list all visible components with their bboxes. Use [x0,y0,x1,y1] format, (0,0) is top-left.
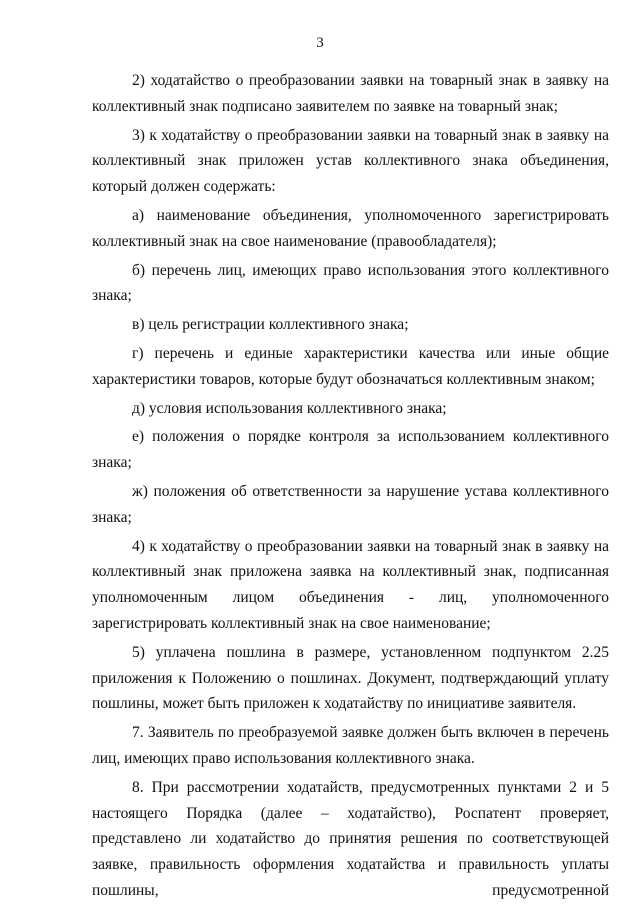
paragraph-clause-7: 7. Заявитель по преобразуемой заявке должен быть включен в перечень лиц, имеющих право использования коллективного знака. [92,724,609,767]
paragraph-subitem-g: г) перечень и единые характеристики качества или иные общие характеристики товаров, которые будут обозначаться коллективным знаком; [92,344,609,388]
document-body [92,68,609,907]
paragraph-subitem-e: е) положения о порядке контроля за использованием коллективного знака; [92,428,609,472]
paragraph-item-4: 4) к ходатайству о преобразовании заявки на товарный знак в заявку на коллективный знак приложена заявка на коллективный знак, подписанная уполномоченным лицом объединения - лиц, уполномоченного зарегистрировать коллективный знак на свое наименование; [92,537,609,632]
paragraph-item-5: 5) уплачена пошлина в размере, установленном подпунктом 2.25 приложения к Положению о пошлинах. Документ, подтверждающий уплату пошлины, может быть приложен к ходатайству по инициативе заявителя. [92,643,609,713]
paragraph-subitem-b: б) перечень лиц, имеющих право использования этого коллективного знака; [92,261,609,305]
paragraph-subitem-zh: ж) положения об ответственности за нарушение устава коллективного знака; [92,482,609,526]
page-number: 3 [316,35,324,51]
paragraph-subitem-v: в) цель регистрации коллективного знака; [132,316,409,334]
paragraph-subitem-d: д) условия использования коллективного знака; [132,399,447,417]
paragraph-clause-8: 8. При рассмотрении ходатайств, предусмотренных пунктами 2 и 5 настоящего Порядка (далее – ходатайство), Роспатент проверяет, представлено ли ходатайство до принятия решения по соответствующей заявке, правильность оформления ходатайства и правильность уплаты пошлины, предусмотренной [92,778,609,899]
paragraph-item-3: 3) к ходатайству о преобразовании заявки на товарный знак в заявку на коллективный знак приложен устав коллективного знака объединения, который должен содержать: [92,126,609,196]
paragraph-subitem-a: а) наименование объединения, уполномоченного зарегистрировать коллективный знак на свое наименование (правообладателя); [92,206,609,250]
paragraph-item-2: 2) ходатайство о преобразовании заявки на товарный знак в заявку на коллективный знак подписано заявителем по заявке на товарный знак; [92,72,609,115]
